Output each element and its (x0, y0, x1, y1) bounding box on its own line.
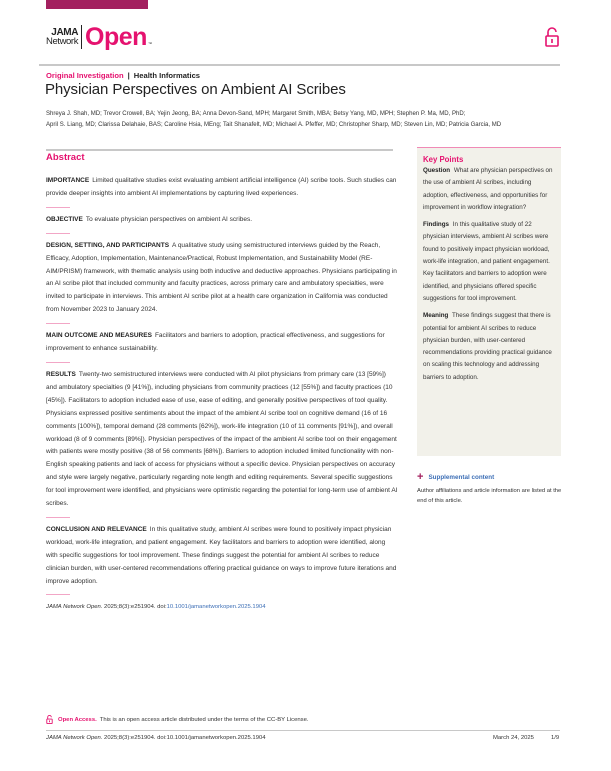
section-text: To evaluate physician perspectives on ambient AI scribes. (85, 215, 253, 223)
abstract-heading: Abstract (46, 152, 85, 163)
citation-text: 2025;8(3):e251904. doi: (102, 604, 167, 611)
section-label: IMPORTANCE (46, 177, 90, 184)
doi-link[interactable]: 10.1001/jamanetworkopen.2025.1904 (166, 604, 266, 611)
abstract-citation (46, 601, 398, 614)
section-divider (46, 362, 70, 363)
affiliations-note: Author affiliations and article information are listed at the end of this article. (417, 488, 562, 504)
section-text: A qualitative study using semistructured interviews guided by the Reach, Efficacy, Adoption, Implementation, Maintenance/Practical, Robust Implementation, and Sustainability Model (RE-AIM/PRISM) framework, with thematic analysis using both inductive and deductive approaches. Physicians participating in an AI scribe pilot that included community and faculty practices, across primary care and ambulatory specialties, were invited to participate in interviews. This ambient AI scribe pilot at a health care organization in California was conducted from November 2023 to January 2024. (46, 241, 397, 314)
key-point-text: What are physician perspectives on the use of ambient AI scribes, including adoption, effectiveness, and opportunities for improvement in workflow integration? (423, 167, 553, 211)
section-divider (46, 594, 70, 595)
footer-divider (46, 730, 560, 731)
section-divider (46, 207, 70, 208)
article-title: Physician Perspectives on Ambient AI Scribes (45, 81, 346, 98)
key-points-body (423, 165, 555, 384)
section-label: MAIN OUTCOME AND MEASURES (46, 332, 152, 340)
open-access-notice (46, 715, 309, 724)
key-points-box (417, 147, 561, 456)
open-access-text: This is an open access article distributed under the terms of the CC-BY License. (99, 716, 309, 723)
jama-network-open-logo[interactable] (46, 22, 152, 52)
abstract-outcomes (46, 330, 398, 356)
section-text: Facilitators and barriers to adoption, practical effectiveness, and suggestions for improvement to enhance sustainability. (46, 332, 385, 353)
section-divider (46, 233, 70, 234)
section-divider (46, 323, 70, 324)
category-separator: | (127, 71, 130, 80)
key-point-findings (423, 219, 555, 305)
key-point-text: These findings suggest that there is potential for ambient AI scribes to reduce physician burden, with user-centered recommendations providing practical guidance on scaling this technology and addressing barriers to adoption. (423, 312, 552, 381)
page-number: 1/9 (551, 735, 560, 741)
logo-trademark: ™ (147, 41, 152, 46)
open-access-label: Open Access. (58, 716, 97, 723)
section-text: In this qualitative study, ambient AI scribes were found to positively impact physician workload, work-life integration, and patient engagement. Key facilitators and barriers to adoption were identified, along with specific suggestions for tool improvement. These findings suggest the potential for ambient AI scribes to reduce clinician burden, with user-centered recommendations offering practical guidance on ways to improve future iterations and improve adoption. (46, 525, 397, 585)
header-divider (39, 64, 560, 66)
section-divider (46, 517, 70, 518)
key-point-label: Question (423, 167, 451, 174)
key-point-label: Meaning (423, 312, 449, 320)
article-topic[interactable]: Health Informatics (133, 71, 201, 80)
abstract-body (46, 175, 398, 614)
key-point-label: Findings (423, 221, 450, 229)
abstract-design (46, 240, 398, 317)
key-points-heading: Key Points (423, 155, 464, 164)
logo-wordmark (46, 28, 81, 46)
supplemental-content-link[interactable] (417, 472, 494, 482)
abstract-conclusion (46, 524, 398, 589)
section-text: Twenty-two semistructured interviews were conducted with AI pilot physicians from primary care (13 [59%]) and ambulatory specialties (9 [41%]), including physicians from community practices (12 [55%]) and faculty practices (10 [45%]). Facilitators to adoption included ease of use, ease of editing, and generally positive perspectives of tool quality. Physicians expressed positive sentiments about the impact of the ambient AI scribe tool on cognitive demand (16 of 16 comments [100%]), temporal demand (28 comments [62%]), work-life integration (10 of 11 comments [91%]), and overall workload (8 of 9 comments [89%]). Physician perspectives of the impact of the ambient AI scribe tool on their engagement with patients were mostly positive (38 of 56 comments [68%]). Barriers to adoption included limited functionality with non-English speaking patients and lack of access for physicians without a specific device. Physician perspectives on accuracy and style were largely negative, particularly regarding note length and editing requirements. Several specific suggestions for tool improvement were identified, and physicians were optimistic regarding the potential for long-term use of ambient AI scribes. (46, 370, 398, 508)
logo-open-text: Open (85, 23, 147, 51)
plus-icon: + (417, 471, 424, 483)
abstract-importance (46, 175, 398, 201)
section-label: DESIGN, SETTING, AND PARTICIPANTS (46, 241, 170, 249)
section-label: RESULTS (46, 370, 76, 378)
article-type[interactable]: Original Investigation (46, 71, 124, 80)
footer-journal: JAMA Network Open. (46, 735, 103, 741)
open-lock-icon (46, 715, 53, 724)
publication-date: March 24, 2025 (493, 735, 534, 741)
logo-jama-text: JAMA (51, 27, 79, 38)
abstract-objective (46, 214, 398, 227)
author-line: Shreya J. Shah, MD; Trevor Crowell, BA; Yejin Jeong, BA; Anna Devon-Sand, MPH; Margaret Smith, MBA; Betsy Yang, MD, MPH; Stephen P. Ma, MD, PhD; (46, 111, 466, 117)
supplemental-label[interactable]: Supplemental content (428, 473, 495, 481)
key-point-text: In this qualitative study of 22 physician interviews, ambient AI scribes were found to positively impact physician workload, work-life integration, and patient engagement. Key facilitators and barriers to adoption were identified, and physicians offered specific suggestions for tool improvement. (423, 221, 550, 302)
section-label: CONCLUSION AND RELEVANCE (46, 525, 147, 533)
article-category (46, 71, 200, 80)
brand-color-bar (46, 0, 148, 9)
footer-citation-text: 2025;8(3):e251904. doi:10.1001/jamanetworkopen.2025.1904 (102, 735, 266, 741)
author-list (46, 109, 576, 130)
logo-divider (81, 25, 82, 49)
citation-journal: JAMA Network Open. (46, 604, 103, 611)
logo-network-text: Network (46, 36, 79, 47)
key-point-question (423, 165, 555, 214)
abstract-divider (46, 149, 393, 151)
section-text: Limited qualitative studies exist evaluating ambient artificial intelligence (AI) scribe tools. Such studies can provide deeper insights into ambient AI implementations by capturing lived experiences. (46, 177, 397, 197)
footer-citation (46, 735, 266, 741)
author-line: April S. Liang, MD; Clarissa Delahaie, BAS; Caroline Hsia, MEng; Tait Shanafelt, MD; Michael A. Pfeffer, MD; Christopher Sharp, MD; Steven Lin, MD; Patricia Garcia, MD (46, 121, 502, 128)
key-point-meaning (423, 310, 555, 384)
abstract-results (46, 369, 398, 511)
section-label: OBJECTIVE (46, 215, 83, 223)
open-lock-icon (545, 27, 559, 47)
